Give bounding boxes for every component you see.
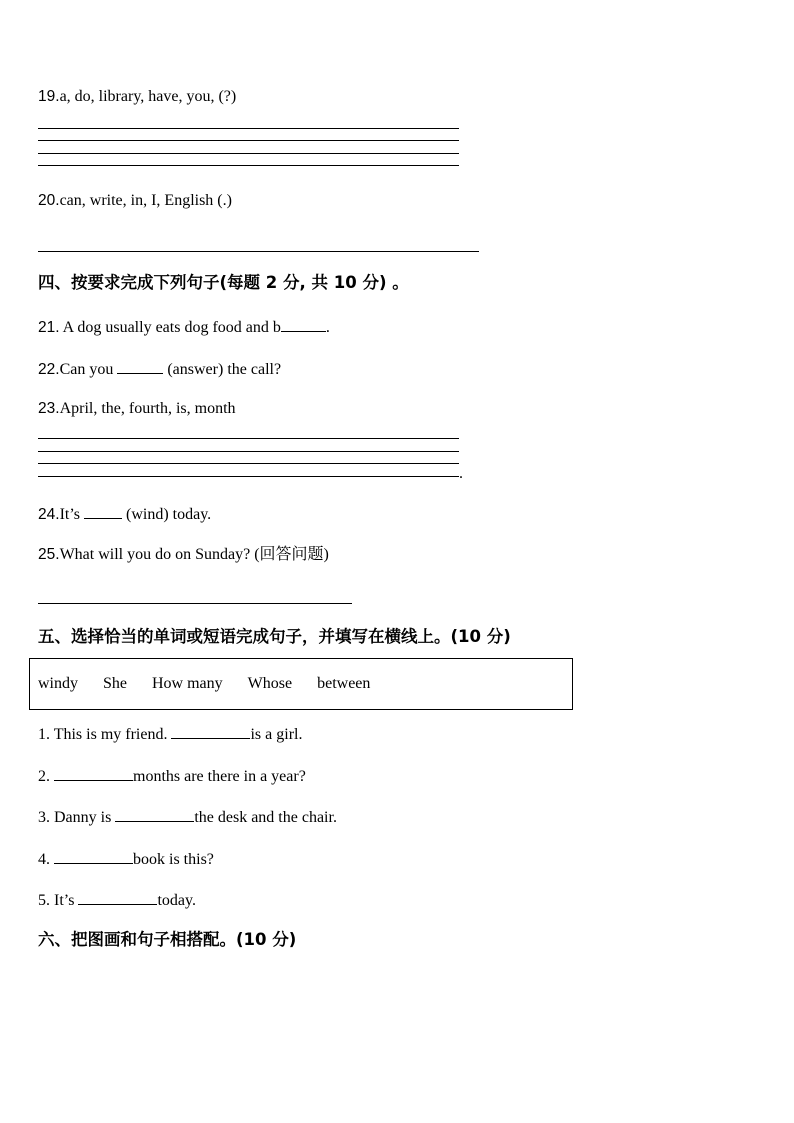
question-23 [38,399,236,419]
question-text: What will you do on Sunday? (回答问题) [59,546,329,563]
question-number: 20. [38,192,60,209]
answer-line [38,463,459,464]
question-number: 22. [38,361,60,378]
word-bank-item: between [317,675,371,692]
answer-blank[interactable] [171,723,250,739]
item-text-end: is a girl. [250,726,303,743]
word-bank-item: She [103,675,127,692]
section-4-heading: 四、按要求完成下列句子(每题 2 分, 共 10 分) 。 [38,273,409,292]
item-text-end: the desk and the chair. [194,809,337,826]
answer-line [38,476,459,477]
question-text-end: (wind) today. [122,506,212,523]
answer-blank[interactable] [54,765,133,781]
item-text: 1. This is my friend. [38,726,172,743]
question-19 [38,87,236,107]
answer-line [38,438,459,439]
question-21 [38,316,330,338]
question-number: 23. [38,400,60,417]
question-text: can, write, in, I, English (.) [59,192,232,209]
fill-item-2 [38,765,306,787]
answer-blank[interactable] [117,358,163,374]
item-text: 4. [38,851,54,868]
answer-line [38,451,459,452]
answer-line [38,251,479,252]
fill-item-1 [38,723,302,745]
item-text: 3. Danny is [38,809,116,826]
question-number: 21. [38,319,60,336]
end-period: . [459,465,463,482]
answer-blank[interactable] [281,316,326,332]
question-20 [38,191,232,211]
word-bank-box [29,658,573,710]
question-number: 25. [38,546,60,563]
answer-line [38,153,459,154]
question-number: 19. [38,88,60,105]
item-text-end: months are there in a year? [133,768,306,785]
question-text: April, the, fourth, is, month [59,400,236,417]
answer-blank[interactable] [115,806,194,822]
question-text: A dog usually eats dog food and b [59,319,281,336]
item-text-end: today. [157,892,196,909]
section-5-heading: 五、选择恰当的单词或短语完成句子，并填写在横线上。(10 分) [38,627,511,646]
question-text-end: . [325,319,330,336]
question-text: a, do, library, have, you, (?) [59,88,237,105]
word-bank-item: How many [152,675,223,692]
question-25 [38,545,329,565]
answer-blank[interactable] [54,848,133,864]
item-text-end: book is this? [133,851,214,868]
fill-item-5 [38,889,196,911]
answer-blank[interactable] [84,503,122,519]
answer-line [38,165,459,166]
section-6-heading: 六、把图画和句子相搭配。(10 分) [38,930,297,949]
word-bank-item: windy [38,675,78,692]
question-text: It’s [59,506,85,523]
item-text: 2. [38,768,54,785]
question-number: 24. [38,506,60,523]
answer-line [38,128,459,129]
answer-line [38,140,459,141]
question-22 [38,358,281,380]
question-text-end: (answer) the call? [163,361,282,378]
answer-line [38,603,352,604]
question-text: Can you [59,361,118,378]
answer-blank[interactable] [78,889,157,905]
item-text: 5. It’s [38,892,79,909]
question-24 [38,503,211,525]
fill-item-4 [38,848,214,870]
word-bank-item: Whose [247,675,293,692]
fill-item-3 [38,806,337,828]
